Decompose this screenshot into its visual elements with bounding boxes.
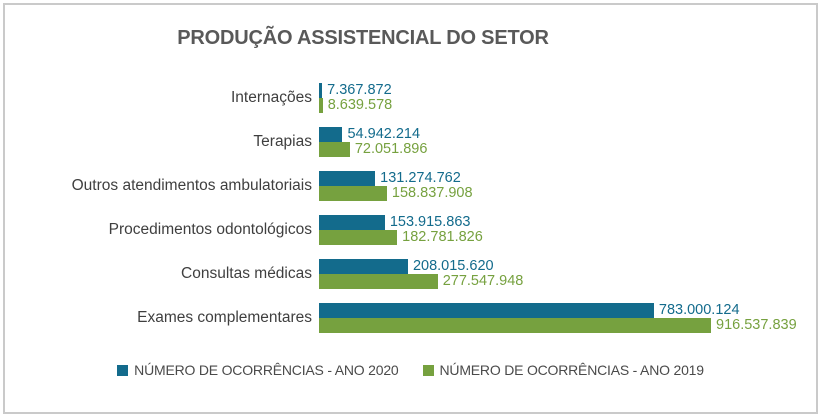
bar-line-2019	[319, 230, 711, 245]
category-row	[11, 215, 816, 245]
bar-line-2020	[319, 259, 711, 274]
legend-swatch-2019-icon	[423, 365, 434, 376]
bar-group	[319, 83, 816, 113]
legend	[5, 362, 816, 378]
category-label: Internações	[231, 89, 312, 106]
category-row	[11, 171, 816, 201]
value-label-2019: 72.051.896	[354, 141, 428, 157]
bar-group	[319, 215, 816, 245]
legend-item-2020	[117, 362, 398, 378]
bar-2020	[319, 83, 322, 98]
bar-2019	[319, 98, 323, 113]
value-label-2019: 158.837.908	[391, 185, 473, 201]
bar-line-2020	[319, 302, 740, 318]
category-row	[11, 303, 816, 333]
legend-item-2019	[423, 362, 704, 378]
value-label-2020: 783.000.124	[658, 302, 740, 318]
value-label-2019: 8.639.578	[327, 97, 393, 113]
category-label: Consultas médicas	[181, 265, 312, 282]
value-label-2020: 131.274.762	[380, 170, 461, 186]
bar-line-2020	[319, 83, 711, 98]
value-label-2019: 182.781.826	[402, 229, 483, 245]
value-label-2020: 7.367.872	[327, 82, 392, 98]
bar-line-2020	[319, 171, 711, 186]
category-label: Exames complementares	[137, 309, 312, 326]
bar-line-2020	[319, 215, 711, 230]
bar-group	[319, 303, 816, 333]
bar-2020	[319, 171, 375, 186]
value-label-2019: 916.537.839	[716, 317, 797, 333]
bar-group	[319, 259, 816, 289]
bar-line-2019	[319, 274, 711, 289]
bar-group	[319, 127, 816, 157]
bar-2019	[319, 318, 711, 333]
legend-swatch-2020-icon	[117, 365, 128, 376]
value-label-2019: 277.547.948	[442, 273, 524, 289]
bar-2020	[319, 215, 385, 230]
bar-group	[319, 171, 816, 201]
legend-label-2020: NÚMERO DE OCORRÊNCIAS - ANO 2020	[134, 362, 399, 378]
bar-line-2019	[319, 317, 797, 333]
bar-2019	[319, 230, 397, 245]
category-row	[11, 83, 816, 113]
value-label-2020: 153.915.863	[389, 214, 471, 230]
chart-frame	[3, 3, 818, 414]
category-label: Procedimentos odontológicos	[108, 221, 312, 238]
bar-line-2019	[319, 186, 711, 201]
bar-line-2020	[319, 127, 711, 142]
legend-label-2019: NÚMERO DE OCORRÊNCIAS - ANO 2019	[439, 362, 704, 378]
chart-title: PRODUÇÃO ASSISTENCIAL DO SETOR	[177, 27, 549, 49]
bar-2020	[319, 303, 654, 318]
bar-2019	[319, 186, 387, 201]
plot-area	[5, 83, 816, 333]
bar-2019	[319, 142, 350, 157]
bar-line-2019	[319, 142, 711, 157]
bar-2020	[319, 127, 342, 142]
value-label-2020: 208.015.620	[412, 258, 494, 274]
category-label: Terapias	[253, 133, 312, 150]
category-row	[11, 127, 816, 157]
bar-2020	[319, 259, 408, 274]
value-label-2020: 54.942.214	[347, 126, 421, 142]
bar-2019	[319, 274, 438, 289]
category-label: Outros atendimentos ambulatoriais	[71, 177, 312, 194]
bar-line-2019	[319, 98, 711, 113]
category-row	[11, 259, 816, 289]
